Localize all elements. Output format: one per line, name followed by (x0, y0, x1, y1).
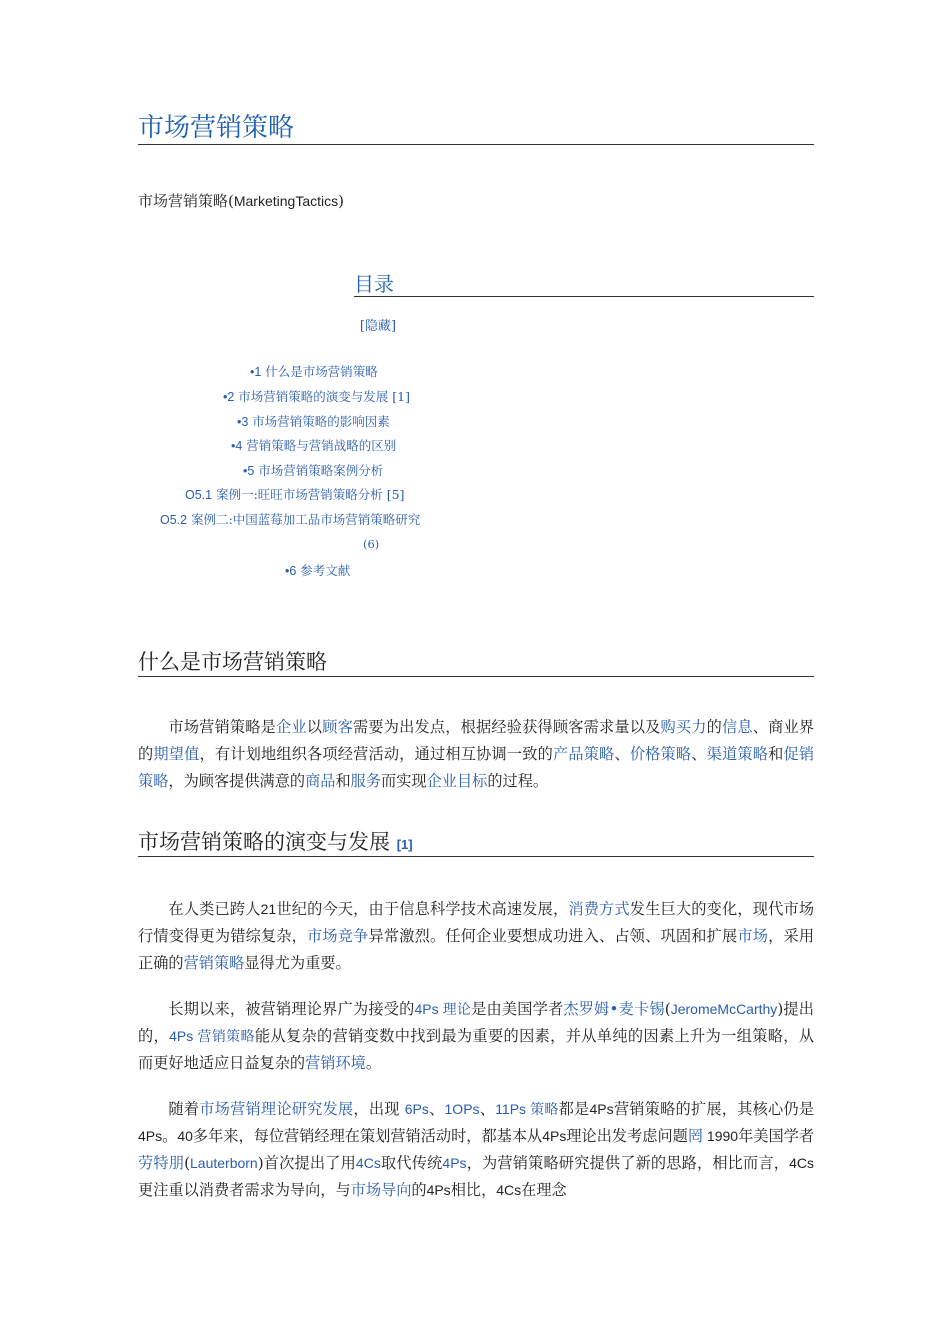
text-run: 异常激烈。任何企业要想成功进入、占领、巩固和扩展 (368, 927, 738, 945)
inline-link[interactable]: Lauterborn (190, 1155, 258, 1171)
inline-link[interactable]: 市场营销理论研究发展 (199, 1100, 354, 1118)
text-run: 发生巨大的变化，现代市场行情变得更为错综复杂， (138, 900, 815, 945)
text-run: 市场营销策略是 (168, 718, 277, 736)
inline-link[interactable]: 消费方式 (568, 900, 630, 918)
text-run: 相比， (450, 1181, 497, 1199)
inline-link[interactable]: 企业 (276, 718, 307, 736)
inline-link[interactable]: 市场导向 (350, 1181, 412, 1199)
inline-link[interactable]: 劳特朋 (138, 1154, 185, 1172)
text-run: 多年来，每位营销经理在策划营销活动时，都基本从 (192, 1127, 543, 1145)
inline-link[interactable]: 渠道策略 (706, 745, 769, 763)
inline-link[interactable]: 4Ps (442, 1155, 467, 1171)
inline-link[interactable]: 价格策略 (629, 745, 692, 763)
text-run: ( (664, 1000, 671, 1018)
section-2-paragraph-1 (138, 896, 814, 977)
subtitle-en: MarketingTactics (233, 193, 339, 209)
text-run: 随着 (168, 1100, 200, 1118)
text-run: ，出现 (353, 1100, 405, 1118)
inline-link[interactable]: 4Ps 营销策略 (169, 1028, 255, 1044)
inline-link[interactable]: 产品策略 (552, 745, 615, 763)
text-run: 。 (162, 1127, 178, 1145)
text-run: ，有计划地组织各项经营活动，通过相互协调一致的 (199, 745, 553, 763)
text-run: 在理念 (521, 1181, 567, 1199)
inline-link[interactable]: 营销环境 (305, 1054, 366, 1072)
inline-link[interactable]: 1OPs (444, 1101, 480, 1117)
inline-link[interactable]: 11Ps 策略 (495, 1101, 559, 1117)
text-run: 、 (428, 1100, 445, 1118)
section-2-paragraph-2 (138, 996, 814, 1077)
text-run: 需要为出发点，根据经验获得顾客需求量以及 (352, 718, 661, 736)
text-run: 4Ps (589, 1101, 614, 1117)
text-run: 的过程。 (487, 772, 549, 790)
inline-link[interactable]: 顾客 (322, 718, 353, 736)
text-run: 4Ps (138, 1128, 163, 1144)
text-run: 长期以来，被营销理论界广为接受的 (168, 1000, 415, 1018)
inline-link[interactable]: 6Ps (404, 1101, 429, 1117)
page-subtitle (138, 190, 344, 211)
inline-link[interactable]: 购买力 (660, 718, 707, 736)
text-run: 4Ps (426, 1182, 451, 1198)
reference-link[interactable]: [1] (396, 837, 413, 852)
inline-link[interactable]: JeromeMcCarthy (670, 1001, 778, 1017)
inline-link[interactable]: 4Cs (355, 1155, 381, 1171)
toc-item-5[interactable]: •5 市场营销策略案例分析 (243, 463, 384, 478)
inline-link[interactable]: 服务 (350, 772, 381, 790)
text-run: 更注重以消费者需求为导向，与 (138, 1181, 351, 1199)
inline-link[interactable]: 期望值 (153, 745, 200, 763)
inline-link[interactable]: 市场竞争 (307, 927, 369, 945)
text-run: 和 (768, 745, 784, 763)
text-run: 在人类已跨人 (168, 900, 261, 918)
text-run: 是由美国学者 (471, 1000, 564, 1018)
toc-item-4[interactable]: •4 营销策略与营销战略的区别 (231, 438, 397, 453)
text-run: 、 (479, 1100, 496, 1118)
toc-item-6[interactable]: •6 参考文献 (285, 563, 351, 578)
text-run: 、 (691, 745, 707, 763)
inline-link[interactable]: 信息 (722, 718, 753, 736)
subtitle-cn: 市场营销策略( (138, 192, 234, 210)
toc-item-3[interactable]: •3 市场营销策略的影响因素 (237, 414, 390, 429)
inline-link[interactable]: 市场 (737, 927, 769, 945)
text-run: 4Ps (542, 1128, 567, 1144)
text-run: ，为顾客提供满意的 (168, 772, 306, 790)
text-run: 显得尤为重要。 (244, 954, 351, 972)
text-run: )提出的， (138, 1000, 814, 1045)
text-run: ，为营销策略研究提供了新的思路，相比而言， (466, 1154, 790, 1172)
text-run: 40 (177, 1128, 193, 1144)
text-run: 21 (260, 901, 277, 917)
inline-link[interactable]: 杰罗姆•麦卡锡 (563, 1000, 665, 1018)
text-run: 4Cs (496, 1182, 522, 1198)
text-run: 而实现 (381, 772, 427, 790)
text-run: 取代传统 (380, 1154, 443, 1172)
section-heading-1: 什么是市场营销策略 (138, 648, 814, 677)
toc-item-1[interactable]: •1 什么是市场营销策略 (250, 364, 378, 379)
text-run: 世纪的今天，由于信息科学技术高速发展， (276, 900, 569, 918)
text-run: 的 (706, 718, 723, 736)
inline-link[interactable]: 商品 (305, 772, 336, 790)
text-run: ( (184, 1154, 190, 1172)
page-title: 市场营销策略 (138, 112, 814, 145)
text-run: 年美国学者 (738, 1127, 814, 1145)
toc-hide-link[interactable]: [隐藏] (359, 319, 397, 334)
text-run: ，采用正确的 (138, 927, 815, 972)
inline-link[interactable]: 罔 (687, 1127, 704, 1145)
text-run: 4Cs (789, 1155, 814, 1171)
text-run: 的 (411, 1181, 427, 1199)
inline-link[interactable]: 促销策略 (138, 745, 815, 790)
toc-heading: 目录 (354, 272, 814, 297)
text-run: 1990 (703, 1128, 739, 1144)
text-run: )首次提出了用 (257, 1154, 356, 1172)
inline-link[interactable]: 营销策略 (183, 954, 245, 972)
toc-item-5-2-ref[interactable]: (6) (363, 537, 380, 551)
toc-item-5-1[interactable]: O5.1 案例一:旺旺市场营销策略分析 [5] (185, 487, 405, 502)
text-run: 营销策略的扩展，其核心仍是 (613, 1100, 815, 1118)
text-run: 、商业界的 (138, 718, 815, 763)
section-2-paragraph-3 (138, 1096, 814, 1204)
toc-item-2[interactable]: •2 市场营销策略的演变与发展 [1] (223, 389, 410, 404)
toc-item-5-2[interactable]: O5.2 案例二:中国蓝莓加工品市场营销策略研究 (160, 512, 421, 527)
text-run: 理论出发考虑问题 (566, 1127, 688, 1145)
subtitle-close: ) (338, 192, 344, 210)
section-heading-2: 市场营销策略的演变与发展 [1] (138, 828, 814, 857)
text-run: 和 (335, 772, 351, 790)
text-run: 、 (614, 745, 630, 763)
text-run: 以 (306, 718, 323, 736)
inline-link[interactable]: 企业目标 (426, 772, 488, 790)
text-run: 都是 (558, 1100, 590, 1118)
section-1-paragraph-1 (138, 714, 814, 795)
text-run: 能从复杂的营销变数中找到最为重要的因素，并从单纯的因素上升为一组策略，从而更好地适应日益复杂的 (138, 1027, 815, 1072)
text-run: 。 (365, 1054, 381, 1072)
inline-link[interactable]: 4Ps 理论 (414, 1001, 472, 1017)
